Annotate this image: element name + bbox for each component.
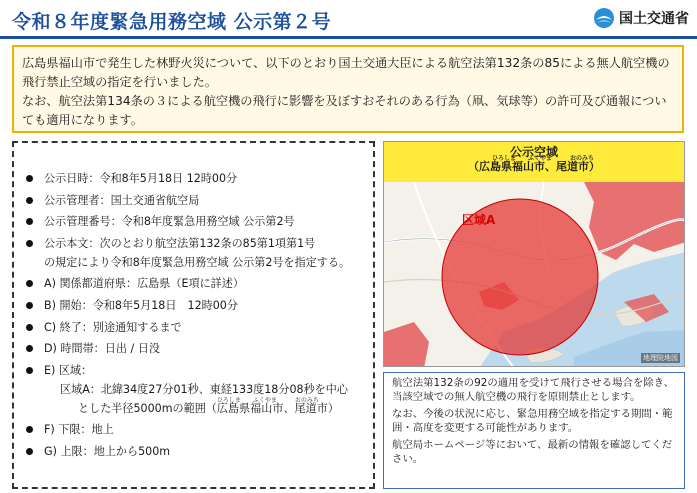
detail-text: G) 上限：地上から500m	[44, 444, 171, 458]
header	[0, 0, 697, 36]
detail-item	[24, 234, 365, 272]
bullet-icon	[26, 240, 33, 247]
bullet-icon	[26, 426, 33, 433]
detail-text: 公示日時：令和8年5月18日 12時00分	[44, 172, 238, 185]
detail-item	[24, 361, 365, 418]
bullet-icon	[26, 345, 33, 352]
detail-text: B) 開始：令和8年5月18日 12時00分	[44, 298, 238, 312]
ministry-logo	[593, 6, 689, 30]
detail-item	[24, 212, 365, 231]
detail-item	[24, 318, 365, 337]
detail-text: 公示管理番号：令和8年度緊急用務空域 公示第2号	[44, 215, 295, 229]
map-credit: 地理院地図	[643, 354, 678, 362]
detail-item	[24, 442, 365, 461]
note-box	[383, 372, 685, 489]
map-subtitle-text: （広島県福山市、尾道市）	[468, 160, 600, 173]
airspace-map	[383, 141, 685, 367]
bullet-icon	[26, 367, 33, 374]
detail-text: F) 下限：地上	[44, 423, 114, 437]
detail-item	[24, 191, 365, 210]
detail-text: D) 時間帯：日出 / 日没	[44, 342, 160, 356]
area-line-2	[44, 396, 365, 418]
mlit-logo-icon	[593, 7, 615, 29]
bullet-icon	[26, 280, 33, 287]
detail-text: A) 関係都道府県：広島県（E項に詳述）	[44, 277, 244, 291]
map-subtitle	[384, 155, 684, 175]
area-line-2-prefix: とした半径5000mの範囲（	[78, 401, 217, 415]
note-paragraph-2: なお、今後の状況に応じ、緊急用務空域を指定する期間・範囲・高度を変更する可能性があります。	[392, 407, 673, 435]
detail-item	[24, 274, 365, 293]
notice-paragraph-1: 広島県福山市で発生した林野火災について、以下のとおり国土交通大臣による航空法第132条の85による無人航空機の飛行禁止空域の指定を行いました。	[22, 56, 670, 89]
header-divider	[0, 36, 697, 39]
note-paragraph-1: 航空法第132条の92の適用を受けて飛行させる場合を除き、当該空域での無人航空機の飛行を原則禁止とします。	[392, 377, 675, 404]
detail-item	[24, 169, 365, 188]
bullet-icon	[26, 218, 33, 225]
detail-text: C) 終了：別途通知するまで	[44, 320, 182, 334]
notice-paragraph-2: なお、航空法第134条の３による航空機の飛行に影響を及ぼすおそれのある行為（凧、気球等）の許可及び通報についても適用になります。	[22, 94, 667, 127]
note-paragraph-3: 航空局ホームページ等において、最新の情報を確認してください。	[392, 438, 673, 466]
detail-text: 公示本文：次のとおり航空法第132条の85第1項第1号	[44, 236, 316, 250]
page-title: 令和８年度緊急用務空域 公示第２号	[12, 11, 332, 33]
bullet-icon	[26, 175, 33, 182]
notice-box	[12, 45, 684, 133]
details-panel	[12, 141, 375, 489]
area-line-2-suffix: ）	[327, 401, 339, 415]
area-line-1: 区域A：北緯34度27分01秒、東経133度18分08秒を中心	[60, 382, 348, 396]
bullet-icon	[26, 197, 33, 204]
logo-text: 国土交通省	[619, 11, 689, 27]
map-header	[384, 142, 684, 182]
bullet-icon	[26, 448, 33, 455]
detail-text-continued: の規定により令和8年度緊急用務空域 公示第2号を指定する。	[44, 255, 351, 269]
bullet-icon	[26, 324, 33, 331]
map-subtitle-ruby: ひろしま ふくやま おのみち	[492, 155, 595, 162]
area-place-ruby: ひろしま ふくやま おのみち	[216, 396, 319, 404]
detail-item	[24, 296, 365, 315]
map-title: 公示空域	[509, 145, 558, 159]
zone-a-label: 区域A	[462, 213, 496, 227]
area-place	[216, 396, 328, 418]
map-image	[384, 182, 685, 367]
detail-text: 公示管理者：国土交通省航空局	[44, 193, 200, 207]
detail-item	[24, 339, 365, 358]
bullet-icon	[26, 302, 33, 309]
detail-item	[24, 420, 365, 439]
area-place-text: 広島県福山市、尾道市	[216, 401, 328, 415]
detail-text: E) 区域：	[44, 363, 93, 377]
details-list	[24, 169, 365, 461]
